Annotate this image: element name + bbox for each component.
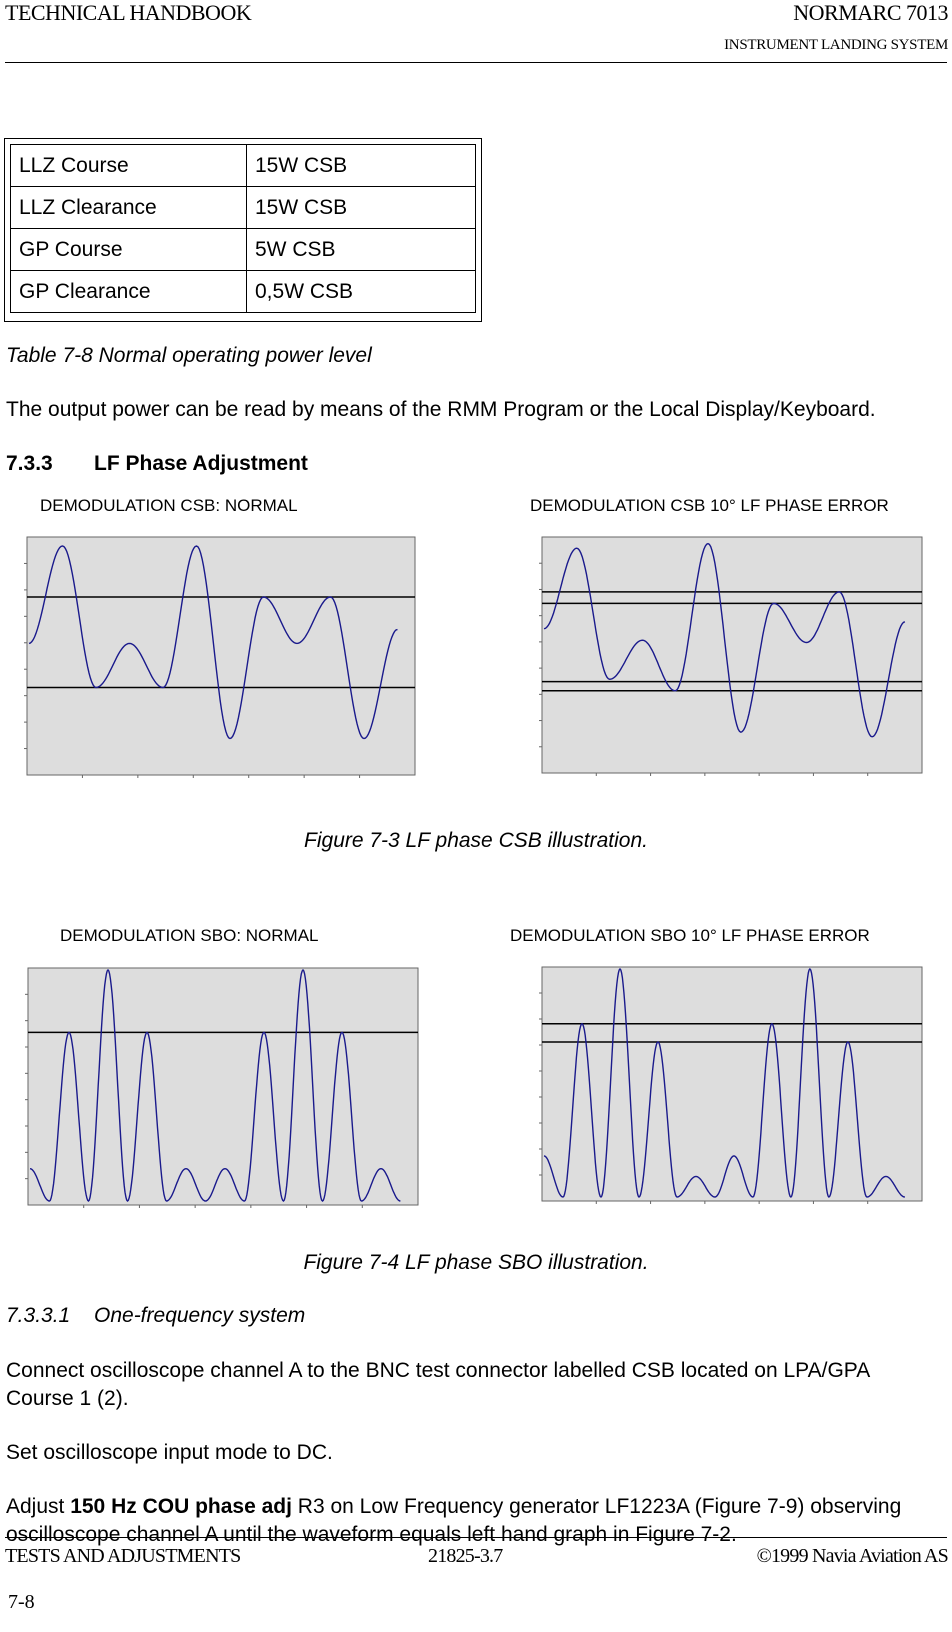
plot-area <box>542 537 922 773</box>
page-number: 7-8 <box>8 1591 35 1613</box>
header-right-title: NORMARC 7013 <box>793 0 948 25</box>
adjust-paragraph <box>6 1493 941 1549</box>
input-mode-paragraph: Set oscilloscope input mode to DC. <box>6 1441 333 1464</box>
footer-chapter: TESTS AND ADJUSTMENTS <box>5 1545 241 1567</box>
chart-title-sbo-normal: DEMODULATION SBO: NORMAL <box>60 926 319 945</box>
table-row <box>11 187 476 229</box>
footer-rule <box>5 1537 947 1538</box>
sbo-normal-chart <box>28 968 418 1205</box>
power-level-table <box>10 144 476 313</box>
table-cell: LLZ Clearance <box>11 187 247 229</box>
chart-title-csb-error: DEMODULATION CSB 10° LF PHASE ERROR <box>530 496 889 515</box>
table-row <box>11 229 476 271</box>
table-cell: LLZ Course <box>11 145 247 187</box>
table-caption: Table 7-8 Normal operating power level <box>6 344 372 367</box>
table-cell: 5W CSB <box>247 229 476 271</box>
header-subtitle: INSTRUMENT LANDING SYSTEM <box>724 37 948 53</box>
adjust-text-end: R3 on Low Frequency generator LF1223A (Figure 7-9) observing oscilloscope channel A until the waveform equals left hand graph in Figure 7-2. <box>6 1495 902 1546</box>
adjust-control-name: 150 Hz COU phase adj <box>70 1495 292 1518</box>
table-cell: 15W CSB <box>247 145 476 187</box>
table-cell: 15W CSB <box>247 187 476 229</box>
chart-title-sbo-error: DEMODULATION SBO 10° LF PHASE ERROR <box>510 926 870 945</box>
figure-7-4-caption: Figure 7-4 LF phase SBO illustration. <box>303 1251 649 1274</box>
chart-title-csb-normal: DEMODULATION CSB: NORMAL <box>40 496 298 515</box>
footer-document-number: 21825-3.7 <box>428 1545 503 1567</box>
header-rule <box>5 62 947 63</box>
csb-error-chart <box>542 537 922 773</box>
plot-area <box>542 967 922 1201</box>
header-left-title: TECHNICAL HANDBOOK <box>5 0 252 25</box>
sbo-error-chart <box>542 967 922 1201</box>
table-cell: GP Clearance <box>11 271 247 313</box>
table-row <box>11 145 476 187</box>
table-row <box>11 271 476 313</box>
output-power-paragraph: The output power can be read by means of the RMM Program or the Local Display/Keyboard. <box>6 398 876 421</box>
connect-paragraph: Connect oscilloscope channel A to the BNC test connector labelled CSB located on LPA/GPA Course 1 (2). <box>6 1359 870 1410</box>
table-cell: GP Course <box>11 229 247 271</box>
section-title: LF Phase Adjustment <box>94 452 308 475</box>
figure-7-3-caption: Figure 7-3 LF phase CSB illustration. <box>304 829 648 852</box>
subsection-title: One-frequency system <box>94 1304 306 1327</box>
csb-normal-chart <box>27 537 415 775</box>
subsection-number: 7.3.3.1 <box>6 1304 71 1327</box>
power-table-frame <box>4 138 482 322</box>
table-cell: 0,5W CSB <box>247 271 476 313</box>
section-number: 7.3.3 <box>6 452 53 475</box>
adjust-text-start: Adjust <box>6 1495 71 1518</box>
footer-copyright: ©1999 Navia Aviation AS <box>756 1545 948 1567</box>
